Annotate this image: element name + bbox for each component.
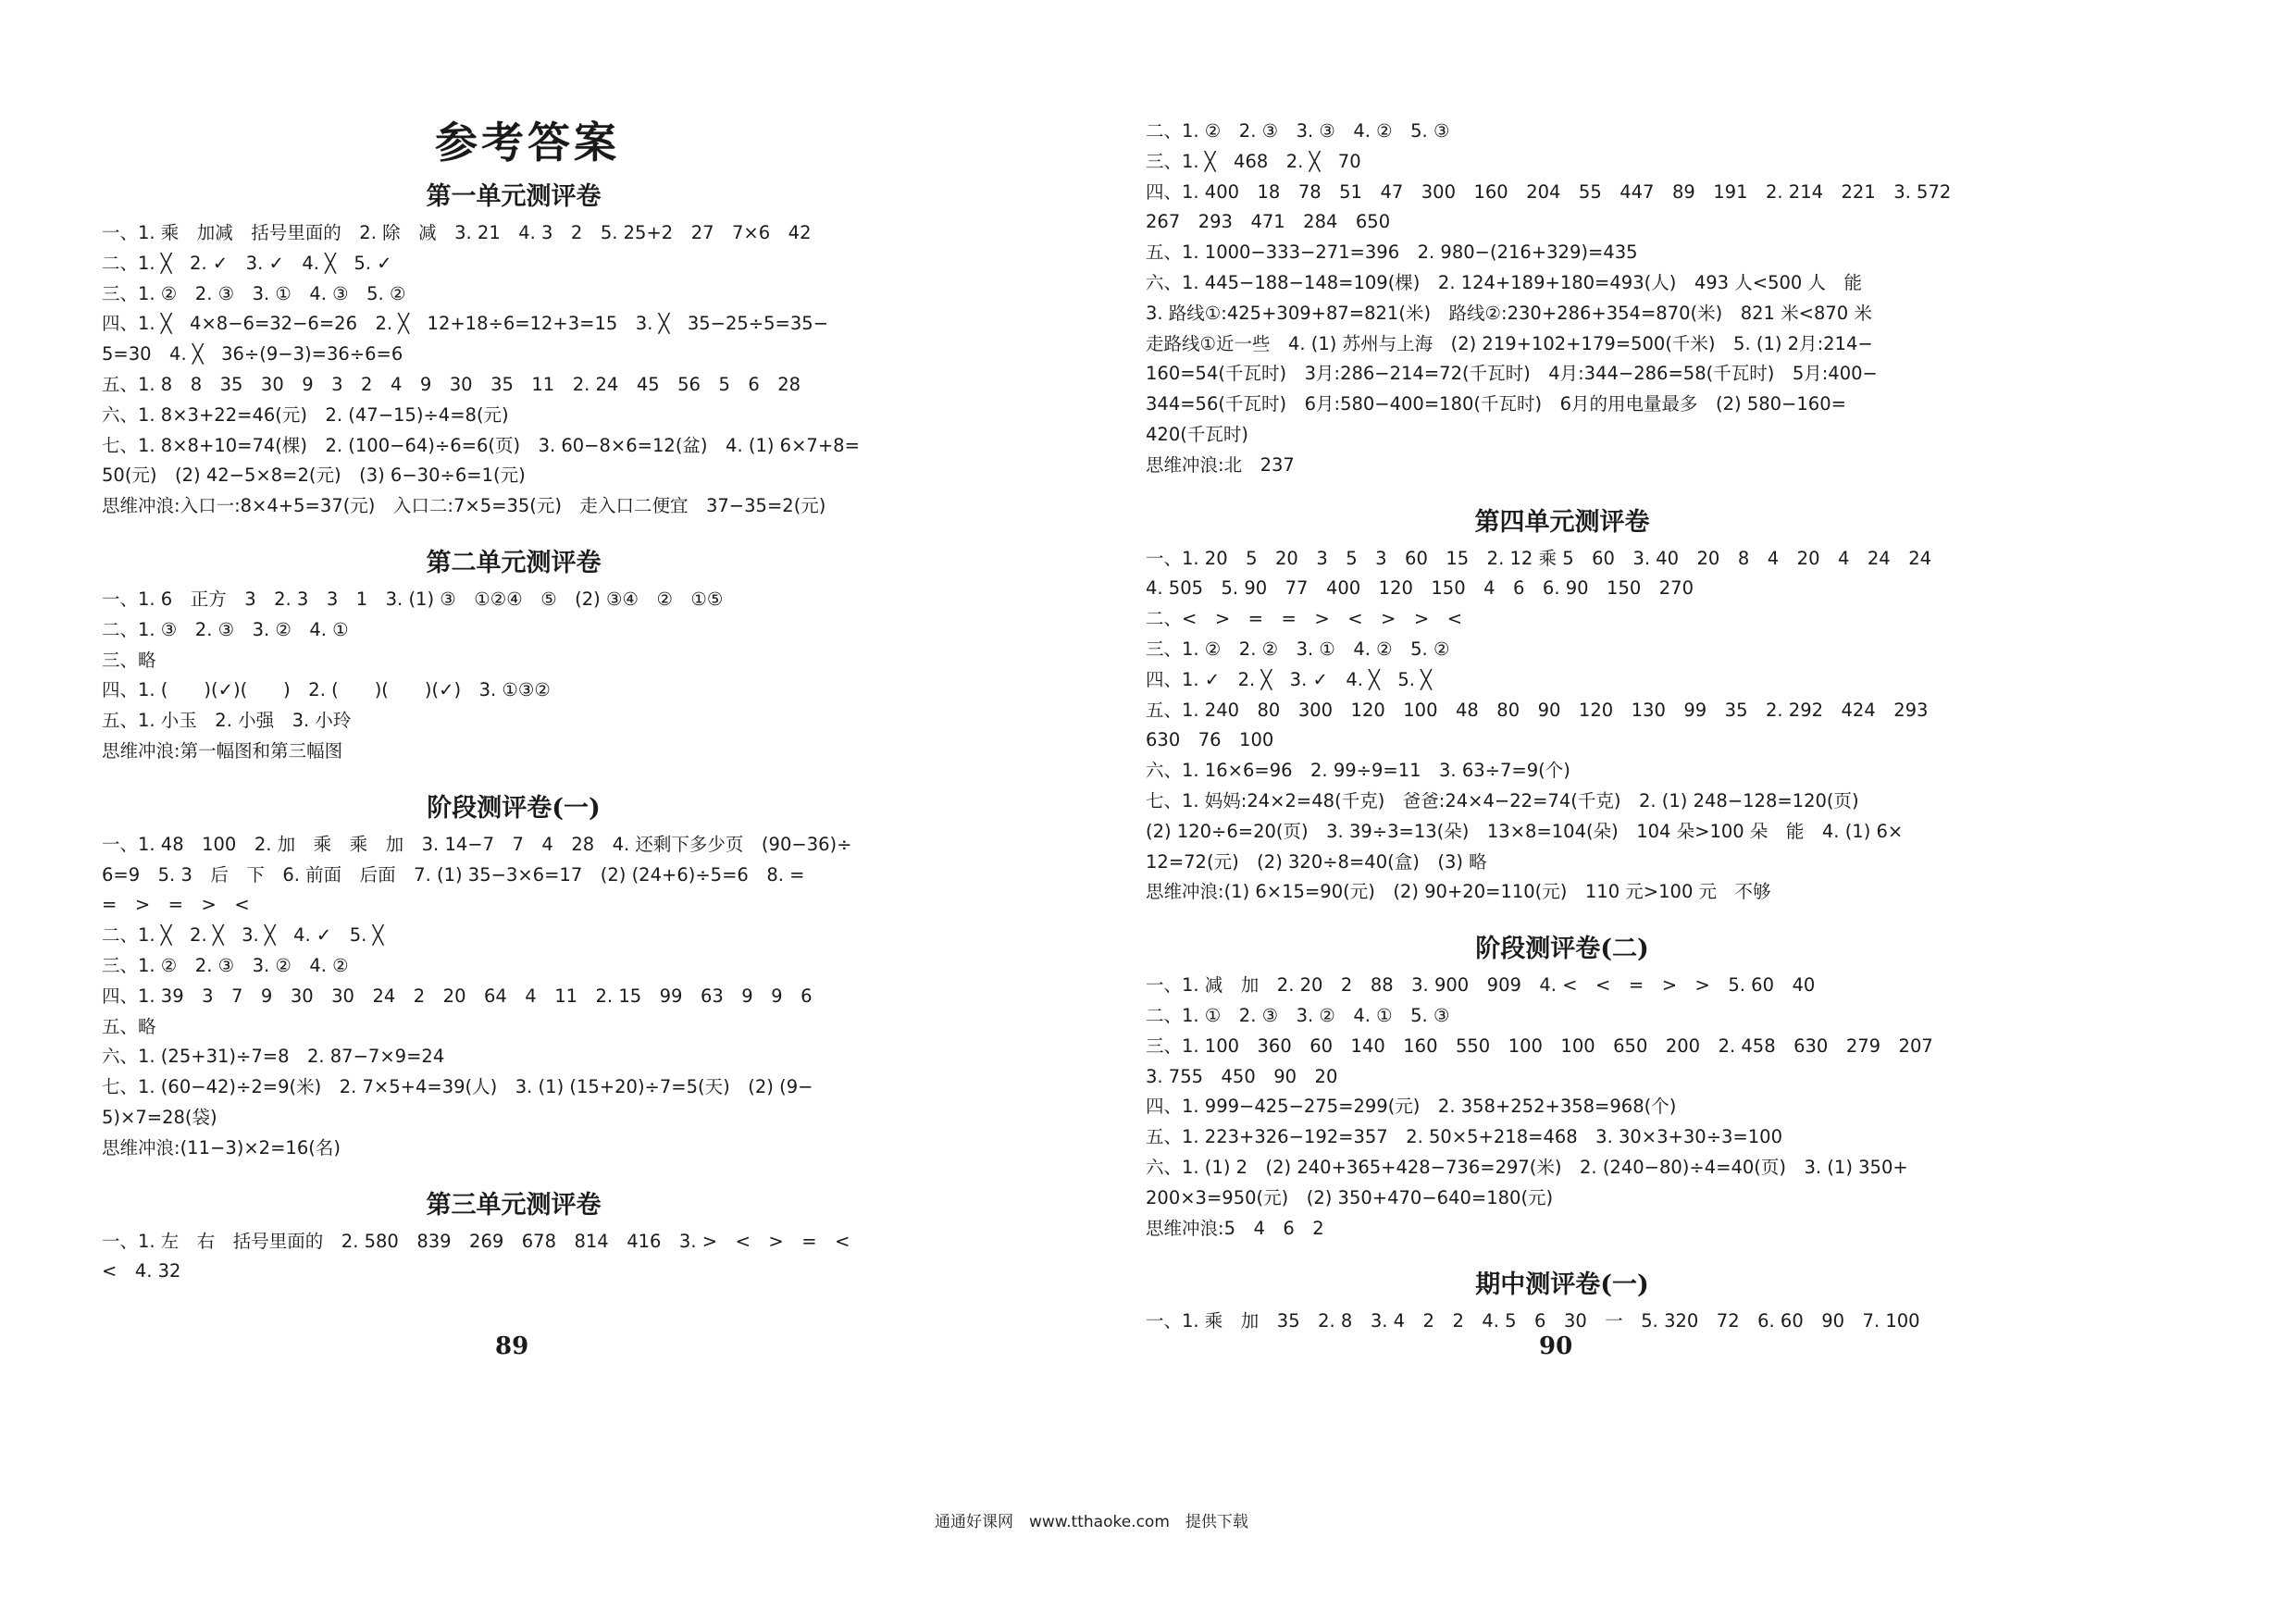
answer-line: 三、略 — [102, 649, 156, 671]
answer-line: 一、1. 6 正方 3 2. 3 3 1 3. (1) ③ ①②④ ⑤ (2) ③④ ② ①⑤ — [102, 588, 724, 610]
answer-line: 思维冲浪:北 237 — [1146, 453, 1295, 476]
answer-line: 200×3=950(元) (2) 350+470−640=180(元) — [1146, 1186, 1554, 1208]
answer-line: 七、1. (60−42)÷2=9(米) 2. 7×5+4=39(人) 3. (1) (15+20)÷7=5(天) (2) (9− — [102, 1076, 813, 1098]
answer-line: 一、1. 20 5 20 3 5 3 60 15 2. 12 乘 5 60 3. 40 20 8 4 20 4 24 24 — [1146, 547, 1932, 569]
section-gap — [1146, 1244, 1979, 1264]
answer-section — [1146, 908, 1979, 1244]
page-number-left: 89 — [495, 1332, 529, 1360]
section-title: 阶段测评卷(一) — [427, 793, 601, 823]
answer-line: 一、1. 乘 加 35 2. 8 3. 4 2 2 4. 5 6 30 一 5. 320 72 6. 60 90 7. 100 — [1146, 1310, 1920, 1332]
section-title: 期中测评卷(一) — [1475, 1270, 1649, 1300]
answer-line: 四、1. ✓ 2. ╳ 3. ✓ 4. ╳ 5. ╳ — [1146, 668, 1432, 690]
section-gap — [102, 522, 925, 542]
answer-line: 5=30 4. ╳ 36÷(9−3)=36÷6=6 — [102, 343, 403, 365]
section-title: 第二单元测评卷 — [426, 548, 602, 577]
answer-line: 160=54(千瓦时) 3月:286−214=72(千瓦时) 4月:344−286=58(千瓦时) 5月:400− — [1146, 363, 1878, 385]
answer-line: 一、1. 48 100 2. 加 乘 乘 加 3. 14−7 7 4 28 4. 还剩下多少页 (90−36)÷ — [102, 833, 852, 855]
answer-line: (2) 120÷6=20(页) 3. 39÷3=13(朵) 13×8=104(朵) 104 朵>100 朵 能 4. (1) 6× — [1146, 820, 1904, 842]
answer-line: 三、1. ╳ 468 2. ╳ 70 — [1146, 150, 1361, 172]
answer-line: 三、1. ② 2. ③ 3. ① 4. ③ 5. ② — [102, 282, 406, 304]
section-gap — [102, 767, 925, 787]
answer-line: 5)×7=28(袋) — [102, 1106, 217, 1128]
section-gap — [1146, 908, 1979, 928]
answer-line: 三、1. ② 2. ② 3. ① 4. ② 5. ② — [1146, 638, 1450, 660]
answer-line: 七、1. 妈妈:24×2=48(千克) 爸爸:24×4−22=74(千克) 2. (1) 248−128=120(页) — [1146, 789, 1859, 812]
answer-line: 三、1. ② 2. ③ 3. ② 4. ② — [102, 954, 349, 976]
answer-line: 4. 505 5. 90 77 400 120 150 4 6 6. 90 150 270 — [1146, 577, 1694, 600]
answer-section — [102, 1164, 925, 1288]
answer-line: 思维冲浪:(1) 6×15=90(元) (2) 90+20=110(元) 110 元>100 元 不够 — [1146, 881, 1771, 903]
answer-section — [1146, 1244, 1979, 1337]
answer-line: 二、1. ③ 2. ③ 3. ② 4. ① — [102, 618, 349, 640]
answer-line: 五、略 — [102, 1015, 156, 1037]
answer-line: 走路线①近一些 4. (1) 苏州与上海 (2) 219+102+179=500(千米) 5. (1) 2月:214− — [1146, 332, 1873, 354]
right-answer-sections — [1146, 117, 1979, 1337]
section-gap — [1146, 481, 1979, 502]
answer-line: 五、1. 240 80 300 120 100 48 80 90 120 130 99 35 2. 292 424 293 — [1146, 699, 1929, 721]
answer-section — [102, 522, 925, 767]
answer-line: = > = > < — [102, 894, 250, 916]
answer-line: 四、1. 999−425−275=299(元) 2. 358+252+358=968(个) — [1146, 1096, 1677, 1118]
section-title: 第一单元测评卷 — [426, 182, 602, 211]
answer-line: 七、1. 8×8+10=74(棵) 2. (100−64)÷6=6(页) 3. 60−8×6=12(盆) 4. (1) 6×7+8= — [102, 434, 860, 456]
answer-section — [102, 176, 925, 522]
answer-line: 50(元) (2) 42−5×8=2(元) (3) 6−30÷6=1(元) — [102, 465, 526, 487]
answer-line: 五、1. 223+326−192=357 2. 50×5+218=468 3. 30×3+30÷3=100 — [1146, 1126, 1782, 1148]
answer-line: 二、< > = = > < > > < — [1146, 608, 1463, 630]
answer-line: 四、1. ( )(✓)( ) 2. ( )( )(✓) 3. ①③② — [102, 679, 551, 701]
answer-section — [1146, 481, 1979, 909]
answer-line: 三、1. 100 360 60 140 160 550 100 100 650 200 2. 458 630 279 207 — [1146, 1035, 1933, 1057]
answer-line: 思维冲浪:入口一:8×4+5=37(元) 入口二:7×5=35(元) 走入口二便宜 37−35=2(元) — [102, 495, 826, 517]
answer-line: 630 76 100 — [1146, 729, 1274, 751]
answer-line: 二、1. ╳ 2. ✓ 3. ✓ 4. ╳ 5. ✓ — [102, 252, 392, 274]
answer-line: 思维冲浪:(11−3)×2=16(名) — [102, 1136, 341, 1158]
answer-line: 五、1. 小玉 2. 小强 3. 小玲 — [102, 710, 352, 732]
answer-line: 一、1. 减 加 2. 20 2 88 3. 900 909 4. < < = > > 5. 60 40 — [1146, 974, 1816, 997]
answer-line: 3. 路线①:425+309+87=821(米) 路线②:230+286+354=870(米) 821 米<870 米 — [1146, 302, 1872, 324]
answer-section — [102, 767, 925, 1164]
footer-watermark: 通通好课网 www.tthaoke.com 提供下载 — [935, 1513, 1248, 1531]
answer-line: 六、1. 16×6=96 2. 99÷9=11 3. 63÷7=9(个) — [1146, 760, 1570, 782]
answer-line: 思维冲浪:第一幅图和第三幅图 — [102, 739, 343, 762]
section-title: 第三单元测评卷 — [426, 1190, 602, 1220]
answer-line: 一、1. 乘 加减 括号里面的 2. 除 减 3. 21 4. 3 2 5. 25+2 27 7×6 42 — [102, 222, 812, 243]
answer-line: 二、1. ① 2. ③ 3. ② 4. ① 5. ③ — [1146, 1004, 1450, 1026]
answer-line: 六、1. (25+31)÷7=8 2. 87−7×9=24 — [102, 1046, 445, 1068]
answer-line: 3. 755 450 90 20 — [1146, 1065, 1338, 1087]
answer-line: 一、1. 左 右 括号里面的 2. 580 839 269 678 814 416 3. > < > = < — [102, 1230, 850, 1252]
answer-line: 267 293 471 284 650 — [1146, 211, 1391, 233]
answer-section — [1146, 117, 1979, 481]
answer-line: 420(千瓦时) — [1146, 423, 1248, 445]
main-title: 参考答案 — [435, 118, 620, 167]
answer-line: < 4. 32 — [102, 1260, 181, 1282]
answer-line: 四、1. ╳ 4×8−6=32−6=26 2. ╳ 12+18÷6=12+3=15 3. ╳ 35−25÷5=35− — [102, 313, 829, 335]
section-title: 第四单元测评卷 — [1474, 507, 1650, 537]
answer-line: 四、1. 39 3 7 9 30 30 24 2 20 64 4 11 2. 15 99 63 9 9 6 — [102, 985, 813, 1007]
answer-line: 二、1. ② 2. ③ 3. ③ 4. ② 5. ③ — [1146, 120, 1450, 142]
answer-line: 六、1. (1) 2 (2) 240+365+428−736=297(米) 2. (240−80)÷4=40(页) 3. (1) 350+ — [1146, 1156, 1908, 1178]
answer-line: 四、1. 400 18 78 51 47 300 160 204 55 447 89 191 2. 214 221 3. 572 — [1146, 180, 1952, 203]
section-title: 阶段测评卷(二) — [1475, 935, 1649, 964]
page-number-right: 90 — [1539, 1332, 1573, 1360]
answer-line: 六、1. 8×3+22=46(元) 2. (47−15)÷4=8(元) — [102, 403, 509, 426]
left-answer-sections — [102, 176, 925, 1287]
answer-line: 六、1. 445−188−148=109(棵) 2. 124+189+180=493(人) 493 人<500 人 能 — [1146, 271, 1863, 293]
answer-line: 二、1. ╳ 2. ╳ 3. ╳ 4. ✓ 5. ╳ — [102, 924, 384, 947]
answer-line: 6=9 5. 3 后 下 6. 前面 后面 7. (1) 35−3×6=17 (2) (24+6)÷5=6 8. = — [102, 863, 805, 886]
section-gap — [102, 1164, 925, 1184]
answer-line: 五、1. 8 8 35 30 9 3 2 4 9 30 35 11 2. 24 45 56 5 6 28 — [102, 373, 801, 395]
answer-line: 五、1. 1000−333−271=396 2. 980−(216+329)=435 — [1146, 242, 1638, 264]
answer-line: 344=56(千瓦时) 6月:580−400=180(千瓦时) 6月的用电量最多 (2) 580−160= — [1146, 393, 1846, 415]
answer-line: 思维冲浪:5 4 6 2 — [1146, 1217, 1324, 1239]
answer-line: 12=72(元) (2) 320÷8=40(盒) (3) 略 — [1146, 850, 1487, 873]
